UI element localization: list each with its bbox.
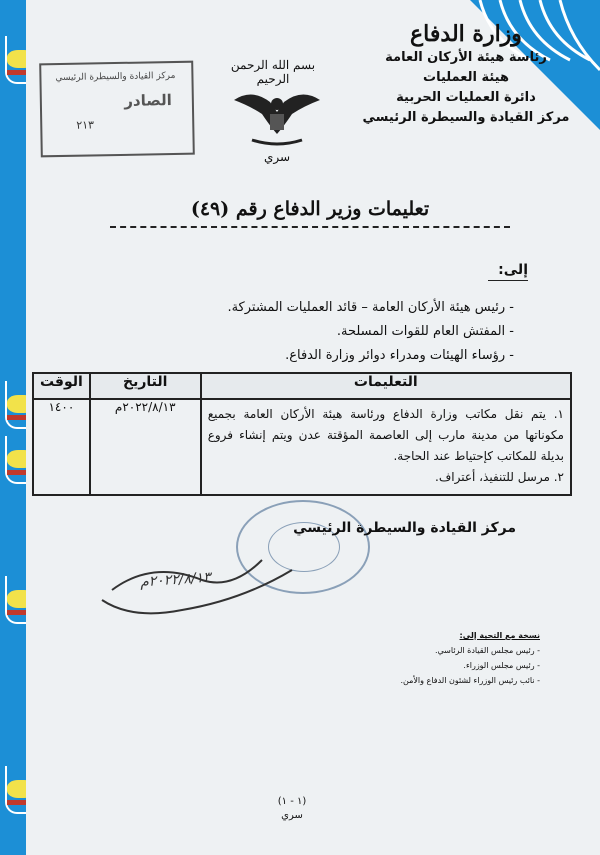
table-row (33, 399, 571, 495)
letterhead-war-ops-dept: دائرة العمليات الحربية (396, 90, 536, 105)
instructions-cell (201, 399, 571, 495)
basmala: بسم الله الرحمن الرحيم (230, 58, 316, 86)
copy-recipient: - نائب رئيس الوزراء لشئون الدفاع والأمن. (320, 673, 540, 688)
letterhead-staff: رئاسة هيئة الأركان العامة (385, 50, 547, 65)
header-time: الوقت (33, 373, 90, 399)
letterhead (356, 20, 576, 128)
time-cell: ١٤٠٠ (33, 399, 90, 495)
sender-name: مركز القيادة والسيطرة الرئيسي (293, 520, 516, 536)
copy-recipient: - رئيس مجلس الوزراء. (320, 658, 540, 673)
classification-footer: سري (281, 810, 303, 821)
recipient-item: - رئيس هيئة الأركان العامة – قائد العمليات المشتركة. (174, 296, 514, 320)
to-label: إلى: (498, 262, 528, 278)
letterhead-command-center: مركز القيادة والسيطرة الرئيسي (362, 110, 570, 125)
table-header-row (33, 373, 571, 399)
classification-top: سري (263, 150, 291, 164)
copy-recipient: - رئيس مجلس القيادة الرئاسي. (320, 643, 540, 658)
header-instructions: التعليمات (201, 373, 571, 399)
header-date: التاريخ (90, 373, 201, 399)
instruction-item: ١. يتم نقل مكاتب وزارة الدفاع ورئاسة هيئة الأركان العامة بجميع مكوناتها من مدينة مارب إلى العاصمة المؤقتة عدن ويتم إنشاء فروع بديلة للمكاتب كإحتياط عند الحاجة. (207, 407, 564, 463)
eagle-emblem-icon (232, 82, 322, 152)
stamp-office: مركز القيادة والسيطرة الرئيسي (55, 70, 176, 84)
letterhead-ministry: وزارة الدفاع (410, 21, 522, 47)
recipient-item: - المفتش العام للقوات المسلحة. (174, 320, 514, 344)
stamp-type: الصادر (124, 91, 173, 110)
stamp-number: ٢١٣ (76, 118, 95, 132)
copies-heading: نسخة مع التحية إلى: (459, 631, 540, 640)
recipient-list (174, 296, 514, 368)
copies-list (320, 628, 540, 688)
instructions-table (32, 372, 572, 496)
instruction-item: ٢. مرسل للتنفيذ، أعتراف. (435, 470, 564, 484)
document-title: تعليمات وزير الدفاع رقم (٤٩) (190, 198, 430, 220)
letterhead-ops-authority: هيئة العمليات (423, 70, 509, 85)
handwritten-date: ٢٠٢٢/٨/١٣م (139, 569, 212, 591)
title-underline (110, 226, 510, 228)
page-number: (١ - ١) (277, 796, 307, 807)
to-underline (488, 280, 528, 281)
recipient-item: - رؤساء الهيئات ومدراء دوائر وزارة الدفاع. (174, 344, 514, 368)
outgoing-stamp (39, 61, 195, 158)
date-cell: ٢٠٢٢/٨/١٣م (90, 399, 201, 495)
